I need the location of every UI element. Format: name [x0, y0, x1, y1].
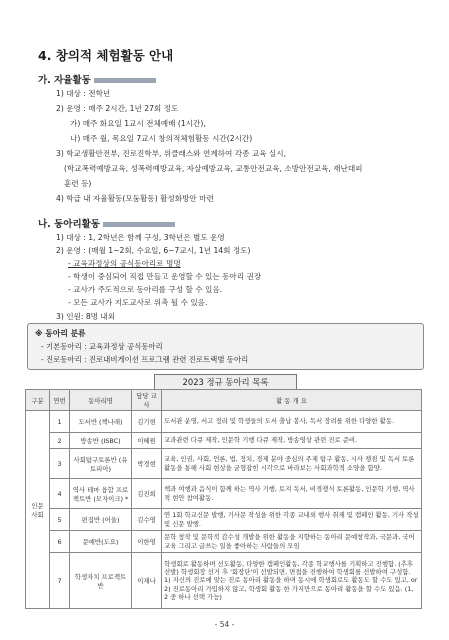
table-row [26, 411, 422, 433]
header-club-name: 동아리명 [70, 390, 132, 411]
heading-highlight [94, 78, 156, 83]
club-name: 사회탐구토론반 (유토피아) [70, 449, 132, 479]
activity-summary: 학생회로 활동하며 선도활동, 다양한 캠페인활동, 각종 학교행사를 기획하고 진행함. (추후 선발) 학생회장 선거 후 '회장단'이 선발되면, 면접을 진행하여 학생회를 선발하여 구성함. 1) 자신의 진로에 맞는 진로 동아리 활동을 하며 동시에 학생회로도 활동도 할 수도 있고, or 2) 진로동아리 가입하지 않고, 학생회 활동 한 가지만으로 동아리 활동을 할 수도 있음. (1, 2 중 하나 선택 가능) [162, 553, 422, 609]
activity-summary: 교육, 인권, 사회, 언론, 법, 정치, 경제 분야 중심의 주제 탐구 활동, 시사 쟁점 및 독서 토론 활동을 통해 사회 현상을 균형잡힌 시각으로 바라보는 사회과학적 소양을 함양. [162, 449, 422, 479]
activity-summary: 연 1회 학교신문 발행, 기사문 작성을 위한 각종 교내외 행사 취재 및 캠페인 활동, 기사 작성 및 신문 발행. [162, 509, 422, 531]
header-summary: 활 동 개 요 [162, 390, 422, 411]
club-name: 학생자치 프로젝트반 [70, 553, 132, 609]
activity-summary: 도서관 운영, 서고 정리 및 학생들의 도서 출납 봉사, 독서 장려를 위한 다양한 활동. [162, 411, 422, 433]
activity-summary: 책과 여행과 음식이 함께 하는 역사 기행, 토지 독서, 비경쟁식 토론활동, 인문학 기행, 역사적 현안 참여활동. [162, 479, 422, 509]
self-line-3: 가) 매주 화요일 1교시 전체예배 (1시간), [70, 119, 206, 128]
self-activity-heading-text: 가. 자율활동 [38, 75, 91, 86]
teacher-name: 이혜원 [132, 433, 162, 449]
self-line-2: 2) 운영 : 매주 2시간, 1년 27회 정도 [56, 104, 179, 113]
row-number: 1 [50, 411, 70, 433]
table-row [26, 479, 422, 509]
club-line-6: - 모든 교사가 지도교사로 위촉 될 수 있음. [68, 298, 208, 307]
activity-summary: 교과관련 다큐 제작, 인문학 기행 다큐 제작, 방송영상 관련 진로 준비. [162, 433, 422, 449]
club-name: 문예반(도요) [70, 531, 132, 553]
self-line-5: 3) 학교생활안전부, 진로진학부, 위클래스와 연계하여 각종 교육 실시, [56, 149, 286, 158]
teacher-name: 박경현 [132, 449, 162, 479]
self-activity-heading [38, 72, 156, 86]
teacher-name: 김수영 [132, 509, 162, 531]
header-teacher: 담당 교사 [132, 390, 162, 411]
self-line-4: 나) 매주 월, 목요일 7교시 창의적체험활동 시간(2시간) [70, 134, 253, 143]
classification-line-1: - 기본동아리 : 교육과정상 공식동아리 [41, 342, 163, 351]
section-title: 4. 창의적 체험활동 안내 [38, 48, 174, 63]
table-row [26, 433, 422, 449]
teacher-name: 김진희 [132, 479, 162, 509]
self-line-1: 1) 대상 : 전학년 [56, 89, 111, 98]
table-header-row [26, 390, 422, 411]
table-row [26, 553, 422, 609]
table-row [26, 449, 422, 479]
classification-title: ※ 동아리 분류 [35, 329, 86, 338]
teacher-name: 이재나 [132, 553, 162, 609]
club-line-7: 3) 인원: 8명 내외 [56, 312, 116, 321]
classification-line-2: - 진로동아리 : 진로내비게이션 프로그램 관련 진로트랙별 동아리 [41, 355, 249, 364]
club-classification-box [27, 323, 424, 370]
teacher-name: 이한영 [132, 531, 162, 553]
club-line-5: - 교사가 주도적으로 동아리를 구성 할 수 있음. [68, 285, 223, 294]
club-list-table [25, 389, 422, 609]
row-number: 2 [50, 433, 70, 449]
row-number: 4 [50, 479, 70, 509]
row-number: 7 [50, 553, 70, 609]
table-row [26, 531, 422, 553]
club-line-1: 1) 대상 : 1, 2학년은 함께 구성, 3학년은 별도 운영 [56, 233, 225, 242]
table-row [26, 509, 422, 531]
header-category: 구분 [26, 390, 50, 411]
club-activity-heading [38, 216, 175, 230]
teacher-name: 김기현 [132, 411, 162, 433]
self-line-8: 4) 학급 내 자율활동(모둠활동) 활성화방안 마련 [56, 194, 214, 203]
club-name: 편집반 (어울) [70, 509, 132, 531]
heading-highlight [103, 222, 175, 227]
header-number: 연번 [50, 390, 70, 411]
self-line-6: (학교폭력예방교육, 성폭력예방교육, 자살예방교육, 교통안전교육, 소방안전교육, 재난대피 [64, 164, 363, 173]
row-number: 3 [50, 449, 70, 479]
row-number: 6 [50, 531, 70, 553]
club-name: 역사 테마 융합 프로젝트반 (모자이크) * [70, 479, 132, 509]
row-number: 5 [50, 509, 70, 531]
self-line-7: 훈련 등) [64, 179, 92, 188]
page-number: - 54 - [214, 620, 235, 629]
club-list-title: 2023 정규 동아리 목록 [154, 374, 297, 390]
club-name: 도서반 (책나래) [70, 411, 132, 433]
club-name: 방송반 (ISBC) [70, 433, 132, 449]
category-cell: 인문 사회 [26, 411, 50, 609]
club-line-3: - 교육과정상의 공식동아리로 명명 [68, 259, 181, 268]
club-line-2: 2) 운영 : (매월 1~2회, 수요일, 6~7교시, 1년 14회 정도) [56, 246, 251, 255]
club-activity-heading-text: 나. 동아리활동 [38, 219, 100, 230]
club-line-4: - 학생이 중심되어 직접 만들고 운영할 수 있는 동아리 권장 [68, 272, 262, 281]
activity-summary: 문학 창작 및 문학적 감수성 개발을 위한 활동을 지향하는 동아리 문예창작과, 국문과, 국어교육 그리고 글쓰는 일을 좋아하는 사람들의 모임 [162, 531, 422, 553]
